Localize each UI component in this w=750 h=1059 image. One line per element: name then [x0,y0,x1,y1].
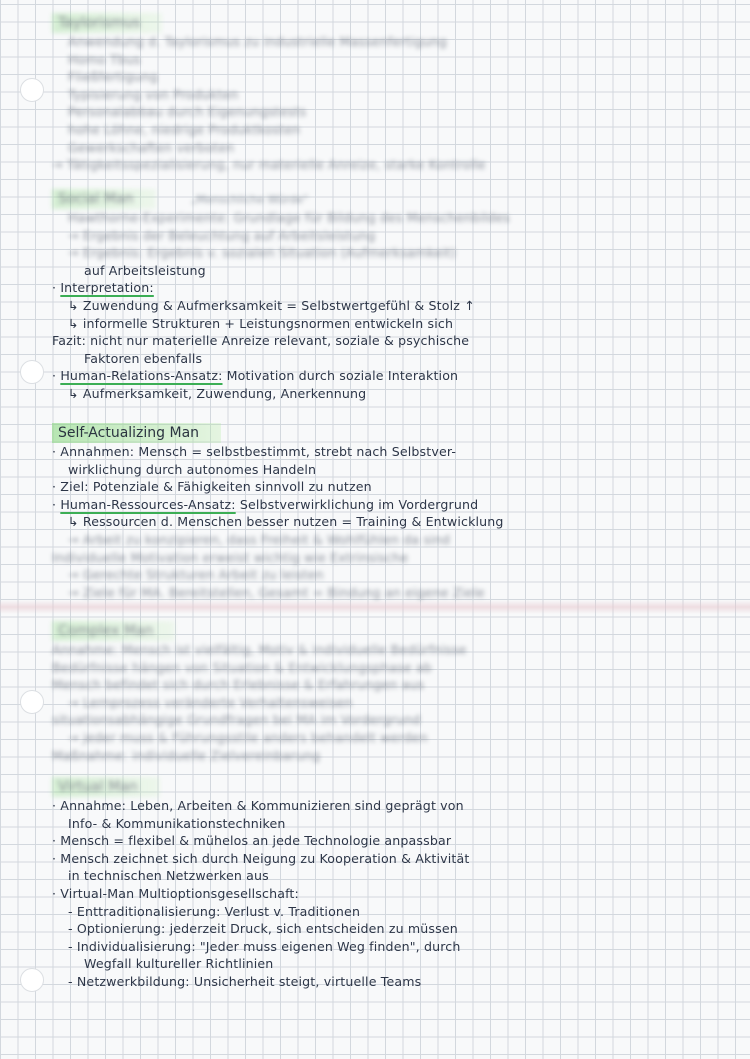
note-line: Hawthorne-Experimente: Grundlage für Bildung des Menschenbildes [68,210,510,225]
note-line: · Annahmen: Mensch = selbstbestimmt, strebt nach Selbstver- [52,444,457,459]
note-line: Homo Tbus [68,51,141,67]
note-line: - Enttraditionalisierung: Verlust v. Traditionen [68,903,361,919]
note-line: Gewerkschaften verboten [68,139,235,155]
note-line: ↳ informelle Strukturen + Leistungsnormen entwickeln sich [68,315,454,331]
section-heading: Social Man [52,189,156,209]
punch-hole [20,360,44,384]
note-line: Anwendung d. Taylorismus zu industrielle Massenfertigung [68,34,447,49]
note-line: · Mensch zeichnet sich durch Neigung zu Kooperation & Aktivität [52,850,470,866]
note-line: wirklichung durch autonomes Handeln [68,461,317,477]
note-line: - Netzwerkbildung: Unsicherheit steigt, virtuelle Teams [68,973,422,989]
note-line: Individuelle Motivation erweist wichtig wie Extrinsische [52,549,409,565]
note-line: → Tätigkeitsspezialisierung, nur materielle Anreize, starke Kontrolle [52,157,486,173]
section-heading: Virtual Man [52,777,160,797]
punch-hole [20,78,44,102]
note-line: → Ziele für MA. Bereitstellen, Gesamt = Bindung an eigene Ziele [68,584,485,600]
note-line: Personalabbau durch Eigenungstests [68,104,307,120]
note-line: · Interpretation: [52,280,154,296]
human-ressources-text: Selbstverwirklichung im Vordergrund [235,496,479,512]
note-line: Typisierung von Produkten [68,86,239,102]
human-relations-text: Motivation durch soziale Interaktion [222,368,459,384]
note-line: → jeder muss & Führungsstile anders behandelt werden [68,729,428,745]
note-line: Maßnahme: individuelle Zielvereinbarung [52,747,321,763]
section-heading: Complex Man [52,621,175,641]
note-line: → Arbeit zu konzipieren, dass Freiheit & Wohlfühlen da sind [68,531,451,547]
note-line: Fazit: nicht nur materielle Anreize relevant, soziale & psychische [52,333,470,349]
punch-hole [20,690,44,714]
note-line: Faktoren ebenfalls [84,350,203,366]
note-line: Info- & Kommunikationstechniken [68,815,286,831]
note-line: Mensch befindet sich durch Erlebnisse & Erfahrungen aus [52,677,425,693]
note-line: - Individualisierung: "Jeder muss eigenen Weg finden", durch [68,938,461,954]
section-complex-man [52,620,730,764]
note-line: Bedürfnisse hängen von Situation & Entwicklungsphase ab [52,659,432,675]
interpretation-label: Interpretation: [60,280,154,296]
note-line: Fließfertigung [68,69,158,85]
note-line: · Mensch = flexibel & mühelos an jede Technologie anpassbar [52,833,452,849]
note-line: in technischen Netzwerken aus [68,868,269,884]
note-line: → Gerechte Strukturen Arbeit zu leisten [68,567,324,583]
note-line: · Ziel: Potenziale & Fähigkeiten sinnvoll zu nutzen [52,479,372,495]
punch-hole [20,968,44,992]
note-line: hohe Löhne, niedrige Produktkosten [68,121,301,137]
section-self-actualizing-man [52,422,730,601]
section-taylorismus [52,12,730,174]
note-line: ↳ Aufmerksamkeit, Zuwendung, Anerkennung [68,385,367,401]
human-ressources-label: Human-Ressources-Ansatz: [60,496,236,512]
note-line: → Ergebnis: Ergebnis v. sozialen Situation (Aufmerksamkeit) [68,245,457,261]
note-line: Wegfall kultureller Richtlinien [84,956,274,972]
human-relations-label: Human-Relations-Ansatz: [60,368,223,384]
note-line: Annahme: Mensch ist vielfältig, Motiv & individuelle Bedürfnisse [52,642,467,657]
note-line: · Virtual-Man Multioptionsgesellschaft: [52,885,299,901]
note-line: ↳ Zuwendung & Aufmerksamkeit = Selbstwertgefühl & Stolz ↑ [68,297,475,313]
page-fold-shadow [0,600,750,614]
section-heading: Self-Actualizing Man [52,423,221,443]
heading-note: „Menschliche Würde" [190,193,309,206]
section-virtual-man [52,776,730,991]
note-line: → Lernprozess veränderte Verhaltensweisen [68,694,353,710]
section-heading: Taylorismus [52,13,162,33]
note-line: ↳ Ressourcen d. Menschen besser nutzen = Training & Entwicklung [68,514,504,530]
note-line: · Human-Ressources-Ansatz: Selbstverwirklichung im Vordergrund [52,496,479,512]
note-line: situationsabhängige Grundfragen bei MA im Vordergrund [52,712,421,728]
section-social-man [52,188,730,403]
note-line: - Optionierung: jederzeit Druck, sich entscheiden zu müssen [68,921,458,937]
note-line: · Annahme: Leben, Arbeiten & Kommunizieren sind geprägt von [52,798,464,813]
note-line: → Ergebnis der Beleuchtung auf Arbeitsleistung [68,227,376,243]
note-line: auf Arbeitsleistung [84,262,206,278]
note-line: · Human-Relations-Ansatz: Motivation durch soziale Interaktion [52,368,459,384]
